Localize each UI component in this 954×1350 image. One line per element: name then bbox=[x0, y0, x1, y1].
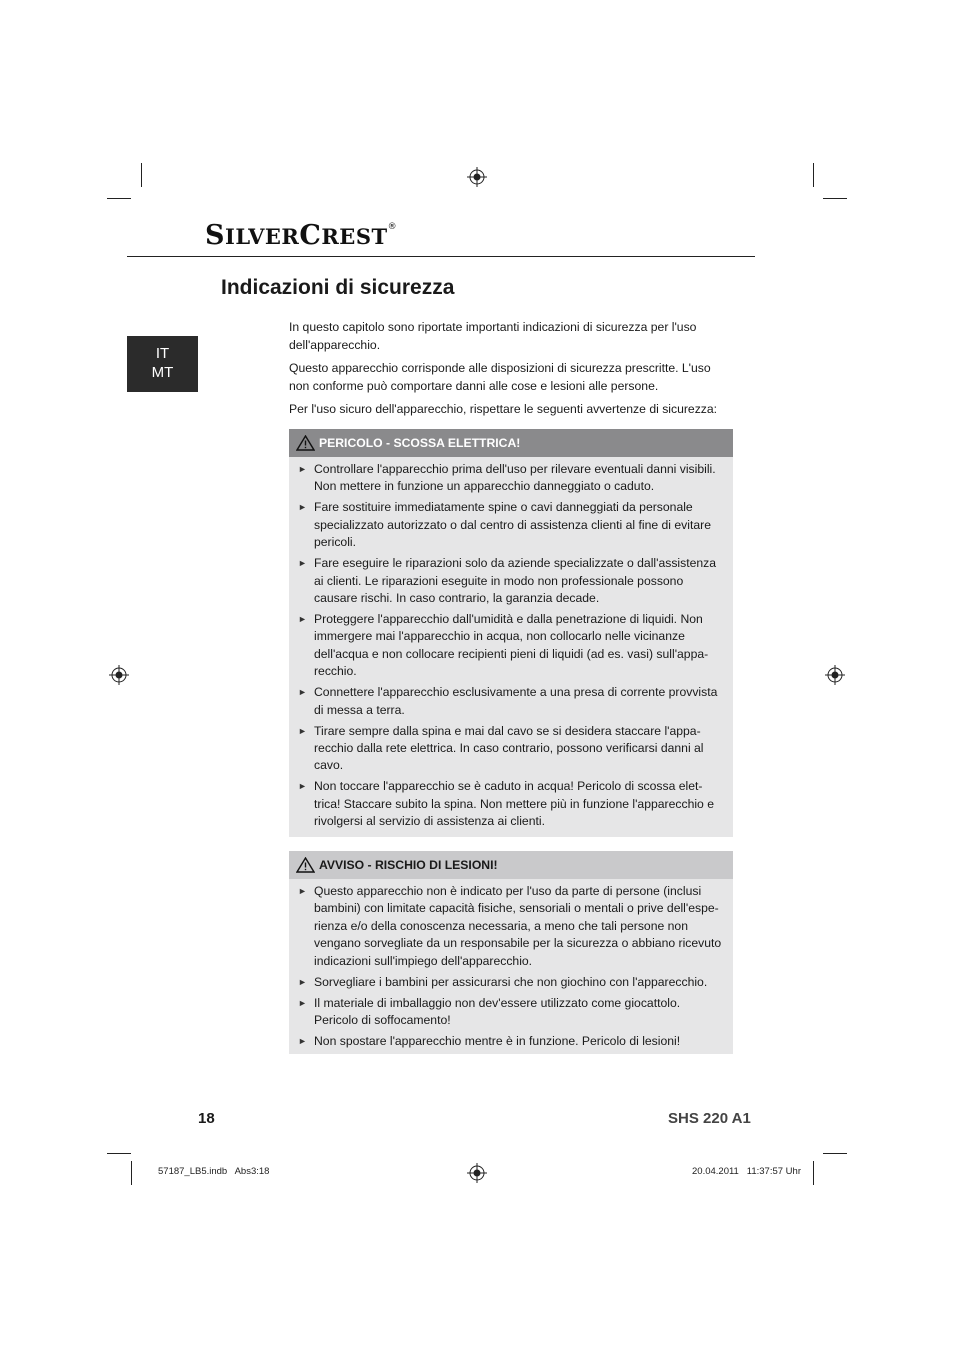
silvercrest-logo bbox=[205, 220, 397, 251]
print-slug-file: 57187_LB5.indb Abs3:18 bbox=[158, 1166, 270, 1177]
registration-mark-icon bbox=[825, 665, 845, 685]
model-number: SHS 220 A1 bbox=[668, 1110, 751, 1127]
list-item bbox=[289, 461, 727, 496]
list-item-text: Questo apparecchio non è indicato per l'uso da parte di persone (inclusi bambini) con limitate capacità fisiche, sensoriali o mentali o prive dell'espe-rienza e/o della conoscenza necessaria, a meno che tali persone non vengano sorvegliate da un responsabile per la sicurezza o abbiano ricevuto indicazioni sull'impiego dell'apparecchio. bbox=[314, 884, 722, 968]
bullet-arrow-icon: ► bbox=[298, 464, 307, 474]
list-item bbox=[289, 499, 727, 551]
danger-heading: PERICOLO - SCOSSA ELETTRICA! bbox=[319, 436, 521, 450]
list-item bbox=[289, 611, 727, 681]
list-item bbox=[289, 723, 727, 775]
crop-mark bbox=[107, 198, 131, 199]
language-code: IT bbox=[155, 345, 170, 362]
bullet-arrow-icon: ► bbox=[298, 976, 307, 987]
registration-mark-icon bbox=[467, 167, 487, 187]
list-item bbox=[289, 778, 727, 830]
print-slug-date: 20.04.2011 11:37:57 Uhr bbox=[692, 1166, 801, 1177]
crop-mark bbox=[823, 198, 847, 199]
header-rule bbox=[127, 256, 755, 257]
warning-box bbox=[289, 851, 733, 1054]
registration-mark-icon bbox=[109, 665, 129, 685]
bullet-arrow-icon: ► bbox=[298, 502, 307, 513]
logo-text: ILVER bbox=[225, 224, 300, 249]
list-item bbox=[289, 974, 727, 991]
list-item-text: Fare sostituire immediatamente spine o cavi danneggiati da personale specializzato autorizzato o dal centro di assistenza clienti al fine di evitare pericoli. bbox=[314, 500, 711, 550]
list-item bbox=[289, 555, 727, 607]
registration-mark-icon bbox=[467, 1163, 487, 1183]
warning-triangle-icon bbox=[296, 435, 315, 451]
list-item bbox=[289, 1033, 727, 1050]
bullet-arrow-icon: ► bbox=[298, 687, 307, 698]
logo-letter: C bbox=[299, 220, 322, 251]
danger-box bbox=[289, 429, 733, 837]
list-item-text: Controllare l'apparecchio prima dell'uso per rilevare eventuali danni visibili. Non mettere in funzione un apparecchio danneggiato o caduto. bbox=[314, 462, 716, 494]
warning-list bbox=[289, 879, 733, 1058]
bullet-arrow-icon: ► bbox=[298, 997, 307, 1008]
danger-box-header bbox=[289, 429, 733, 457]
bullet-arrow-icon: ► bbox=[298, 614, 307, 625]
language-tab bbox=[127, 336, 198, 392]
crop-mark bbox=[813, 163, 814, 187]
list-item-text: Fare eseguire le riparazioni solo da aziende specializzate o dall'assistenza ai clienti. Le riparazioni eseguite in modo non professionale possono causare rischi. In caso contrario, la garanzia decade. bbox=[314, 556, 717, 606]
list-item-text: Proteggere l'apparecchio dall'umidità e dalla penetrazione di liquidi. Non immergere mai l'apparecchio in acqua, non collocarlo nelle vicinanze dell'acqua e non collocare recipienti pieni di liquidi (ad es. vasi) sull'appa-recchio. bbox=[314, 612, 709, 679]
list-item bbox=[289, 883, 727, 970]
logo-letter: S bbox=[205, 220, 225, 251]
warning-box-header bbox=[289, 851, 733, 879]
list-item-text: Il materiale di imballaggio non dev'essere utilizzato come giocattolo. Pericolo di soffocamento! bbox=[314, 995, 681, 1028]
list-item-text: Tirare sempre dalla spina e mai dal cavo se si desidera staccare l'appa-recchio dalla rete elettrica. In caso contrario, possono verificarsi danni al cavo. bbox=[314, 723, 704, 773]
crop-mark bbox=[813, 1161, 814, 1185]
list-item-text: Connettere l'apparecchio esclusivamente a una presa di corrente provvista di messa a terra. bbox=[314, 685, 718, 717]
intro-paragraph: In questo capitolo sono riportate importanti indicazioni di sicurezza per l'uso dell'apparecchio. bbox=[289, 320, 697, 352]
bullet-arrow-icon: ► bbox=[298, 781, 307, 792]
crop-mark bbox=[141, 163, 142, 187]
list-item bbox=[289, 684, 727, 719]
warning-triangle-icon bbox=[296, 857, 315, 873]
intro-paragraph: Questo apparecchio corrisponde alle disposizioni di sicurezza prescritte. L'uso non conforme può comportare danni alle cose e lesioni alle persone. bbox=[289, 361, 711, 393]
page-title: Indicazioni di sicurezza bbox=[221, 276, 455, 299]
crop-mark bbox=[107, 1153, 131, 1154]
intro-text bbox=[289, 319, 729, 425]
danger-list bbox=[289, 457, 733, 838]
registered-mark: ® bbox=[387, 222, 398, 232]
intro-paragraph: Per l'uso sicuro dell'apparecchio, rispettare le seguenti avvertenze di sicurezza: bbox=[289, 402, 718, 416]
crop-mark bbox=[131, 1161, 132, 1185]
list-item-text: Sorvegliare i bambini per assicurarsi che non giochino con l'apparecchio. bbox=[314, 974, 708, 989]
bullet-arrow-icon: ► bbox=[298, 725, 307, 736]
logo-text: REST bbox=[321, 224, 388, 249]
bullet-arrow-icon: ► bbox=[298, 558, 307, 569]
bullet-arrow-icon: ► bbox=[298, 1036, 307, 1047]
list-item-text: Non toccare l'apparecchio se è caduto in acqua! Pericolo di scossa elet-trica! Staccare subito la spina. Non mettere più in funzione l'apparecchio e rivolgersi al servizio di assistenza ai clienti. bbox=[314, 779, 714, 829]
language-code: MT bbox=[151, 364, 174, 381]
warning-heading: AVVISO - RISCHIO DI LESIONI! bbox=[319, 858, 498, 872]
crop-mark bbox=[823, 1153, 847, 1154]
page-number: 18 bbox=[198, 1110, 215, 1127]
list-item bbox=[289, 995, 727, 1030]
list-item-text: Non spostare l'apparecchio mentre è in funzione. Pericolo di lesioni! bbox=[314, 1034, 681, 1049]
bullet-arrow-icon: ► bbox=[298, 886, 307, 896]
